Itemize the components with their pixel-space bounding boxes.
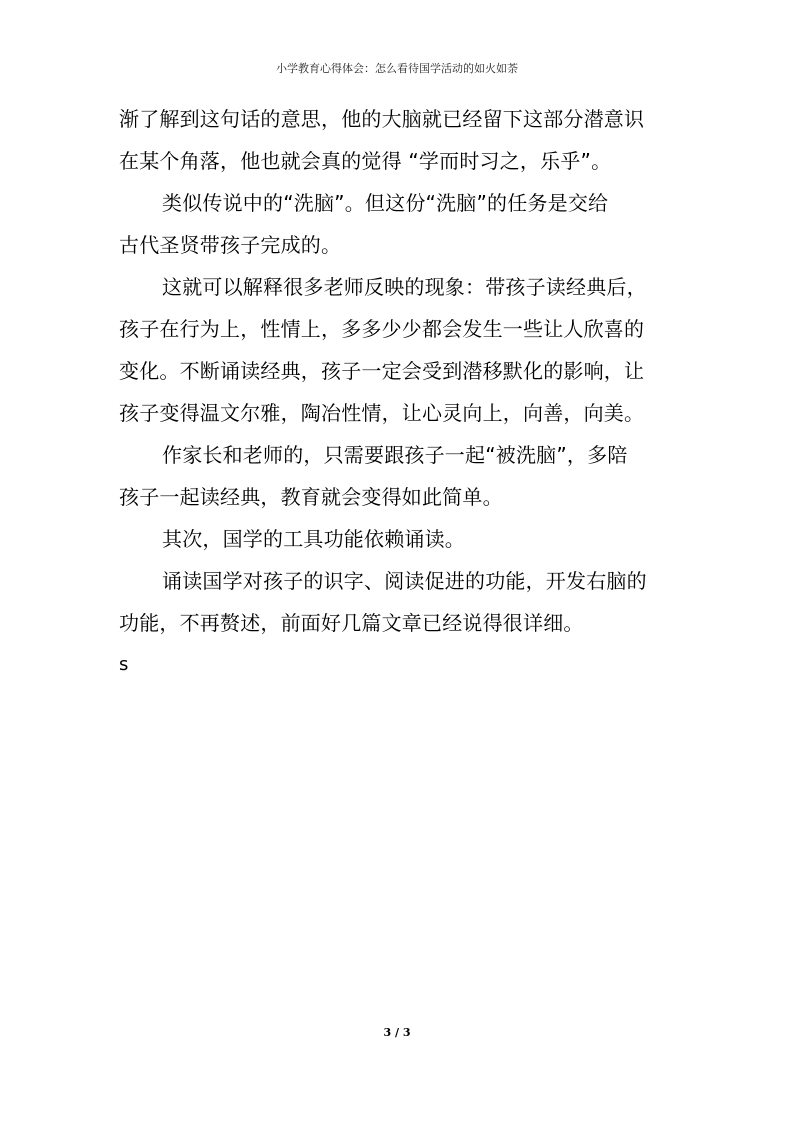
paragraph-line: 孩子一起读经典，教育就会变得如此简单。: [119, 485, 503, 509]
paragraph-line: 渐了解到这句话的意思，他的大脑就已经留下这部分潜意识: [119, 107, 645, 131]
page-number: 3 / 3: [383, 1026, 411, 1039]
paragraph-line: 这就可以解释很多老师反映的现象：带孩子读经典后，: [162, 275, 647, 299]
paragraph-line: 作家长和老师的，只需要跟孩子一起“被洗脑”，多陪: [162, 443, 628, 467]
paragraph-line: 变化。不断诵读经典，孩子一定会受到潜移默化的影响，让: [119, 359, 645, 383]
paragraph-line: 古代圣贤带孩子完成的。: [119, 233, 342, 257]
paragraph-line: 孩子在行为上，性情上，多多少少都会发生一些让人欣喜的: [119, 317, 645, 341]
paragraph-line: 功能，不再赘述，前面好几篇文章已经说得很详细。: [119, 611, 584, 635]
document-body: [119, 98, 699, 686]
paragraph-line: 其次，国学的工具功能依赖诵读。: [162, 527, 465, 551]
paragraph-line: 诵读国学对孩子的识字、阅读促进的功能，开发右脑的: [162, 569, 647, 593]
paragraph-line: 类似传说中的“洗脑”。但这份“洗脑”的任务是交给: [162, 191, 609, 215]
paragraph-line: 孩子变得温文尔雅，陶冶性情，让心灵向上，向善，向美。: [119, 401, 645, 425]
stray-character: s: [119, 654, 129, 675]
paragraph-line: 在某个角落，他也就会真的觉得 “学而时习之，乐乎”。: [119, 149, 612, 173]
document-header-title: 小学教育心得体会：怎么看待国学活动的如火如荼: [276, 62, 518, 75]
